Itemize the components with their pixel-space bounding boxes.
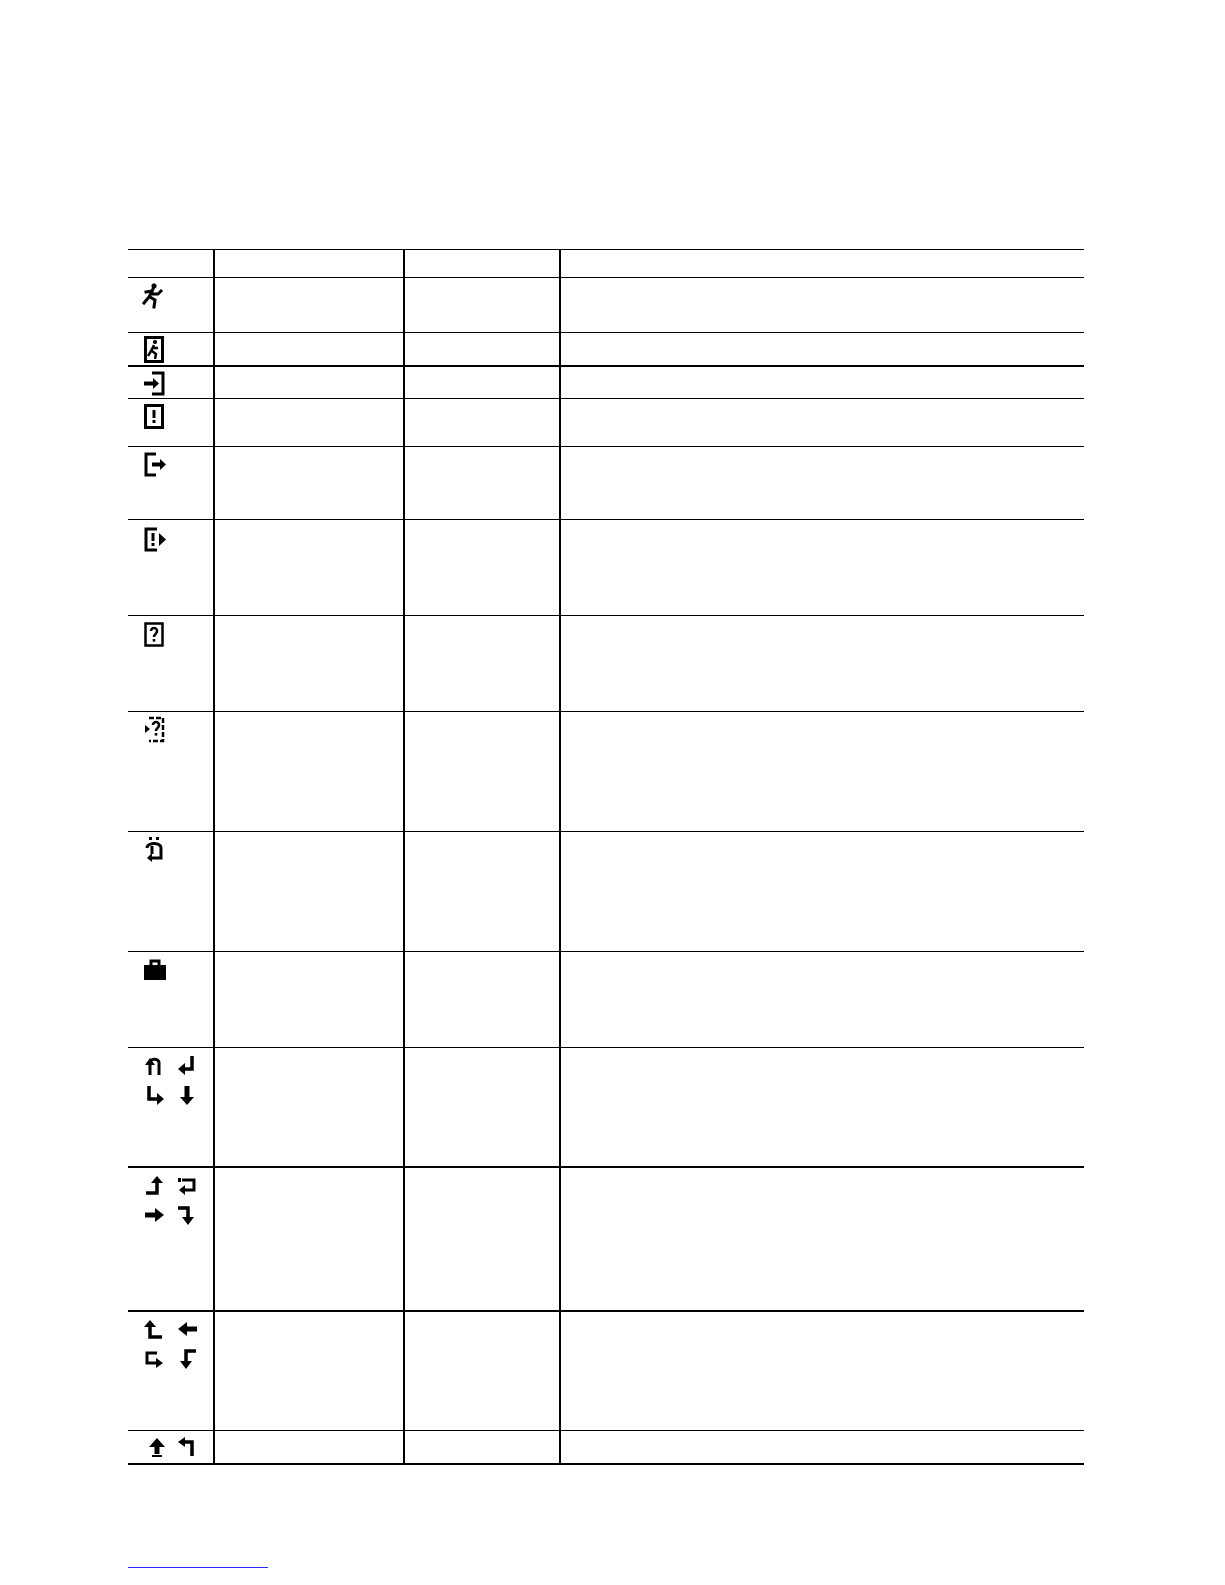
briefcase-icon [143,959,167,981]
table-row [128,278,1084,332]
running-person-icon [140,283,166,309]
enter-door-icon [142,371,166,396]
table-row [128,952,1084,1047]
turn-down-left-icon [176,1348,198,1370]
arrow-down-icon [176,1085,198,1107]
exit-door-icon [144,452,168,477]
turn-down-right-icon [144,1085,166,1107]
table-bottom-rule [128,1463,1084,1465]
table-row [128,447,1084,519]
table-row [128,1167,1084,1310]
arrow-right-icon [144,1204,166,1226]
table-row [128,333,1084,365]
alert-exit-door-icon [144,527,168,552]
footer-link-underline[interactable] [128,1567,268,1568]
turn-up-left-icon [144,1174,166,1196]
table-row [128,616,1084,711]
loop-left-icon [144,1348,166,1370]
turn-up-right-icon [144,1318,166,1340]
turn-up-back-icon [176,1436,198,1458]
turn-left-down-icon [176,1055,198,1077]
u-turn-up-icon [144,1055,166,1077]
table-row [128,832,1084,951]
enter-unknown-door-icon [142,716,166,743]
table-row [128,399,1084,446]
table-row [128,520,1084,615]
unknown-door-icon [144,622,164,647]
turn-right-down-icon [176,1204,198,1226]
header-row [128,250,1084,277]
revolving-door-icon [144,836,166,862]
loop-back-icon [176,1174,198,1196]
arrow-left-icon [176,1318,198,1340]
table-row [128,1311,1084,1430]
table-row [128,366,1084,398]
alert-door-icon [144,404,164,429]
table-row [128,1431,1084,1463]
table-row [128,1048,1084,1166]
arrow-up-icon [146,1436,168,1458]
table-row [128,712,1084,831]
emergency-exit-door-icon [144,336,164,363]
